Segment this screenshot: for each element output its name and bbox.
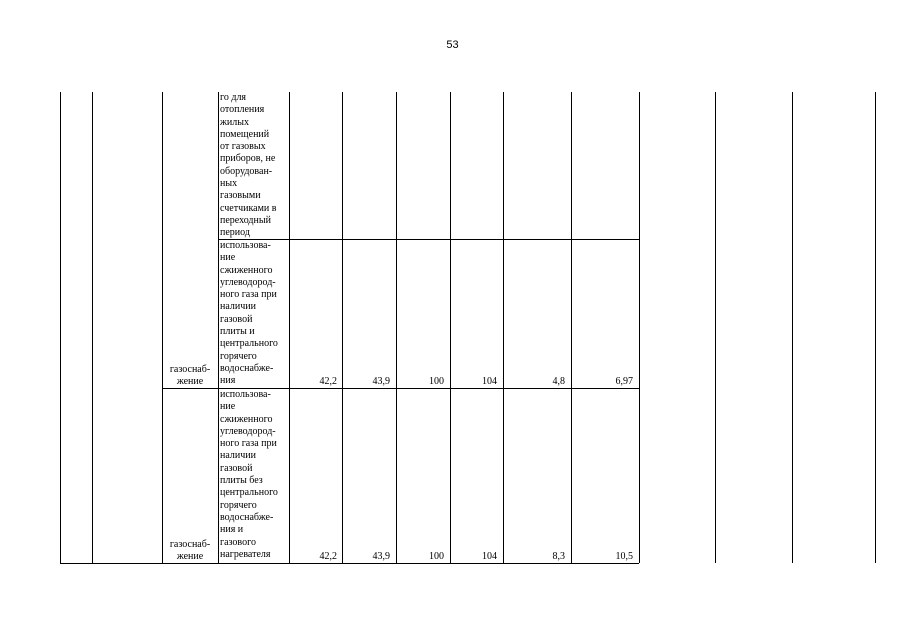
page-number: 53	[446, 39, 459, 51]
value-cell: 43,9	[372, 376, 390, 387]
table-rule	[92, 92, 93, 563]
table-rule	[218, 92, 219, 563]
service-cell: газоснаб- жение	[169, 539, 211, 563]
value-cell: 43,9	[372, 551, 390, 562]
table-rule	[60, 92, 61, 563]
table-rule	[289, 92, 290, 563]
table-rule	[639, 92, 640, 563]
service-cell: газоснаб- жение	[169, 364, 211, 388]
value-cell: 104	[482, 376, 497, 387]
table-rule	[342, 92, 343, 563]
table-rule	[792, 92, 793, 563]
table-rule	[571, 92, 572, 563]
table-rule	[450, 92, 451, 563]
value-cell: 6,97	[615, 376, 633, 387]
table-rule	[875, 92, 876, 563]
value-cell: 100	[429, 551, 444, 562]
value-cell: 100	[429, 376, 444, 387]
table-rule	[396, 92, 397, 563]
value-cell: 8,3	[552, 551, 565, 562]
value-cell: 42,2	[319, 551, 337, 562]
value-cell: 4,8	[552, 376, 565, 387]
description-cell: использова- ние сжиженного углеводород- ного газа при наличии газовой плиты и центрального горячего водоснабже- ния	[220, 240, 278, 387]
description-cell: использова- ние сжиженного углеводород- ного газа при наличии газовой плиты без центрального горячего водоснабже- ния и газового нагревателя	[220, 389, 278, 560]
description-cell: го для отопления жилых помещений от газовых приборов, не оборудован- ных газовыми счетчиками в переходный период	[220, 92, 277, 239]
value-cell: 42,2	[319, 376, 337, 387]
table-rule	[162, 92, 163, 563]
value-cell: 104	[482, 551, 497, 562]
table-rule	[715, 92, 716, 563]
table-rule	[503, 92, 504, 563]
table-rule	[60, 563, 639, 564]
value-cell: 10,5	[615, 551, 633, 562]
